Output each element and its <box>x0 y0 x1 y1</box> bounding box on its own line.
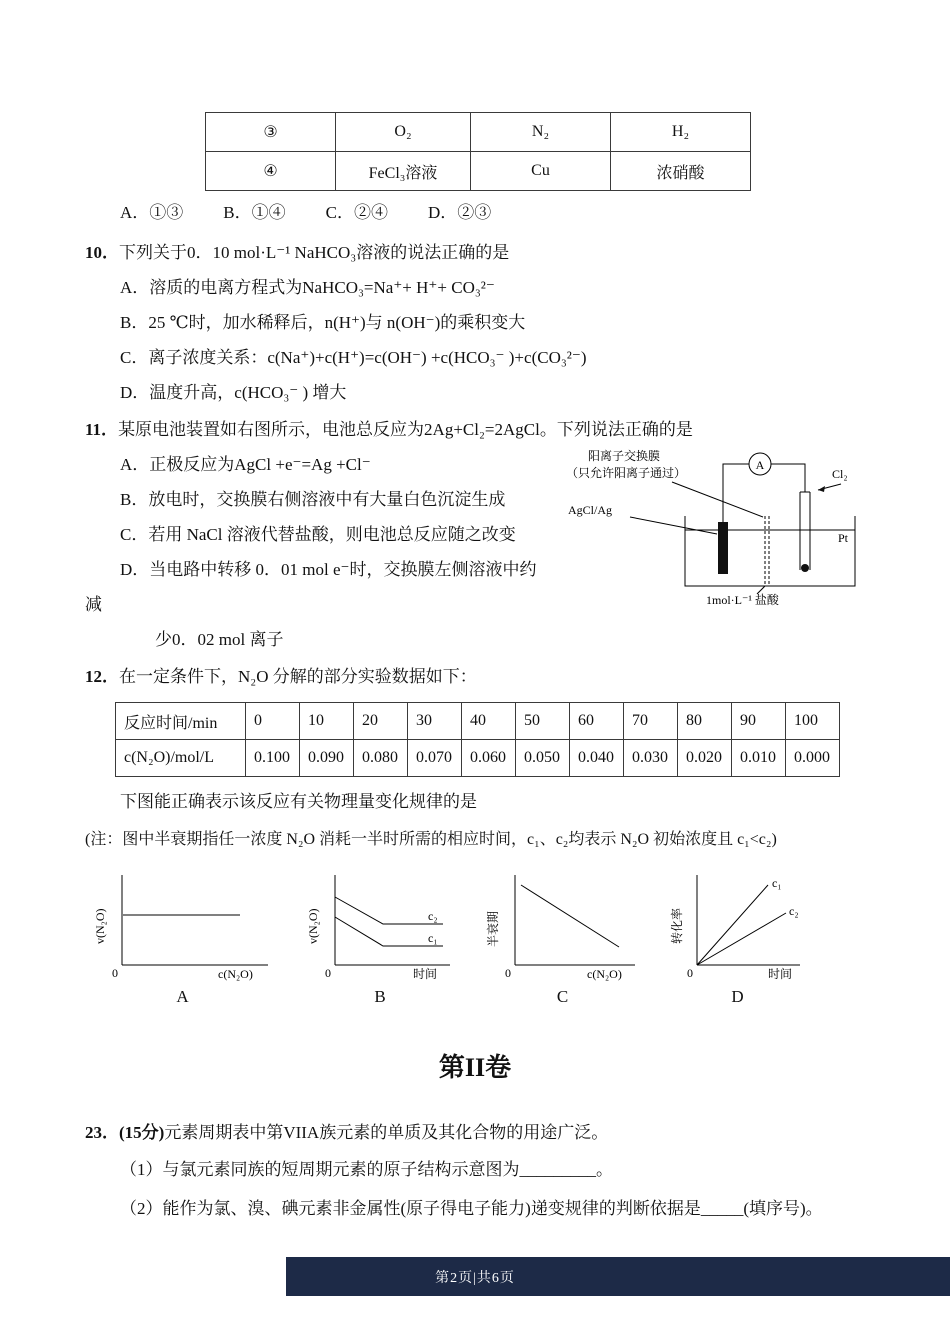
q10-option-d: D．温度升高，c(HCO₃⁻ ) 增大 <box>120 383 347 402</box>
table-cell: 50 <box>516 703 570 740</box>
question-10 <box>85 235 865 410</box>
table-cell: 0.090 <box>300 740 354 777</box>
table-row <box>116 703 840 740</box>
q9-option-d: D．②③ <box>427 203 492 222</box>
question-number: 10． <box>85 243 119 262</box>
q9-option-b: B．①④ <box>223 203 286 222</box>
chart-option-d <box>670 869 805 1009</box>
x-axis-label: 时间 <box>768 967 793 981</box>
table-cell: 10 <box>300 703 354 740</box>
q10-option-c: C．离子浓度关系：c(Na⁺)+c(H⁺)=c(OH⁻) +c(HCO₃⁻ )+c(CO₃²⁻) <box>120 348 587 367</box>
table-row <box>206 152 751 191</box>
chart-a-letter: A <box>176 987 189 1006</box>
q12-note: (注：图中半衰期指任一浓度 N₂O 消耗一半时所需的相应时间，c₁、c₂均表示 N₂O 初始浓度且 c₁<c₂) <box>85 831 777 848</box>
table-cell: c(N₂O)/mol/L <box>116 740 246 777</box>
q11-option-d-continuation-2: 少0．02 mol 离子 <box>155 630 284 649</box>
circuit-wires <box>723 464 805 522</box>
y-axis-label: 转化率 <box>670 907 684 944</box>
table-cell: 80 <box>678 703 732 740</box>
q23-subquestion-2: （2）能作为氯、溴、碘元素非金属性(原子得电子能力)递变规律的判断依据是_____(填序号)。 <box>120 1199 823 1218</box>
origin-label: 0 <box>505 966 511 980</box>
question-number: 12． <box>85 667 119 686</box>
question-text: 某原电池装置如右图所示，电池总反应为2Ag+Cl₂=2AgCl。下列说法正确的是 <box>118 420 693 439</box>
question-23 <box>85 1115 865 1228</box>
q12-option-charts <box>90 869 865 1009</box>
table-cell: 0.000 <box>786 740 840 777</box>
question-23-stem <box>85 1115 865 1150</box>
table-cell: 100 <box>786 703 840 740</box>
membrane-label-line1: 阳离子交换膜 <box>588 449 661 463</box>
curve-label-c1: c₁ <box>772 876 782 890</box>
table-cell: 60 <box>570 703 624 740</box>
question-11-stem <box>85 412 865 447</box>
q11-option-b: B．放电时，交换膜右侧溶液中有大量白色沉淀生成 <box>120 490 506 509</box>
table-cell: 0.060 <box>462 740 516 777</box>
battery-cell-diagram <box>560 444 865 606</box>
table-cell: 0.070 <box>408 740 462 777</box>
table-cell: 0.020 <box>678 740 732 777</box>
chart-b-letter: B <box>374 987 386 1006</box>
chart-d-plot <box>670 869 805 981</box>
svg-text:1mol·L⁻¹ 盐酸: 1mol·L⁻¹ 盐酸 <box>706 593 779 606</box>
q23-subquestion-1: （1）与氯元素同族的短周期元素的原子结构示意图为_________。 <box>120 1160 613 1179</box>
agcl-ag-label <box>568 503 717 534</box>
table-cell: 反应时间/min <box>116 703 246 740</box>
table-row <box>116 740 840 777</box>
table-cell: 0.030 <box>624 740 678 777</box>
chart-c-letter: C <box>556 987 569 1006</box>
ion-exchange-membrane <box>765 516 769 586</box>
ammeter-letter: A <box>755 458 765 472</box>
question-score: (15分) <box>119 1123 165 1142</box>
part2-title: 第II卷 <box>438 1053 512 1082</box>
curve-label-c2: c₂ <box>428 909 438 923</box>
chart-option-b <box>305 869 455 1009</box>
y-axis-label: v(N₂O) <box>306 908 320 944</box>
chart-option-c <box>485 869 640 1009</box>
y-axis-label: 半衰期 <box>486 910 500 947</box>
y-axis-label: v(N₂O) <box>93 908 107 944</box>
q9-options-row <box>120 201 865 225</box>
question-text: 下列关于0．10 mol·L⁻¹ NaHCO₃溶液的说法正确的是 <box>119 243 510 262</box>
chart-option-a <box>90 869 275 1009</box>
hcl-solution-label <box>706 586 780 606</box>
table-cell: Cu <box>471 152 611 191</box>
table-cell: H₂ <box>611 113 751 152</box>
question-12 <box>85 659 865 1009</box>
cl2-inlet <box>818 467 848 492</box>
table-cell: 0 <box>246 703 300 740</box>
origin-label: 0 <box>325 966 331 980</box>
question-number: 23． <box>85 1123 119 1142</box>
x-axis-label: c(N₂O) <box>218 967 253 981</box>
table-cell: 0.010 <box>732 740 786 777</box>
origin-label: 0 <box>687 966 693 980</box>
question-text: 元素周期表中第VIIA族元素的单质及其化合物的用途广泛。 <box>164 1123 609 1142</box>
q9-option-c: C．②④ <box>325 203 388 222</box>
continued-answer-table <box>205 112 751 191</box>
q10-option-b: B．25 ℃时，加水稀释后，n(H⁺)与 n(OH⁻)的乘积变大 <box>120 313 526 332</box>
curve-label-c2: c₂ <box>789 904 799 918</box>
q10-option-a: A．溶质的电离方程式为NaHCO₃=Na⁺+ H⁺+ CO₃²⁻ <box>120 278 495 297</box>
right-electrode-pt <box>800 492 810 572</box>
table-cell: 90 <box>732 703 786 740</box>
q9-option-a: A．①③ <box>120 203 184 222</box>
ammeter <box>749 453 771 475</box>
question-10-stem <box>85 235 865 270</box>
table-cell: N₂ <box>471 113 611 152</box>
page-footer-bar <box>286 1257 950 1296</box>
question-11 <box>85 412 865 657</box>
table-cell: ④ <box>206 152 336 191</box>
q11-option-d-continuation-1: 减 <box>85 595 102 614</box>
table-cell: 浓硝酸 <box>611 152 751 191</box>
x-axis-label: c(N₂O) <box>587 967 622 981</box>
svg-text:AgCl/Ag: AgCl/Ag <box>568 503 613 517</box>
curve-label-c1: c₁ <box>428 931 438 945</box>
table-cell: 0.050 <box>516 740 570 777</box>
x-axis-label: 时间 <box>413 967 438 981</box>
question-text: 在一定条件下，N₂O 分解的部分实验数据如下： <box>119 667 477 686</box>
table-cell: 20 <box>354 703 408 740</box>
experiment-data-table <box>115 702 840 777</box>
table-cell: 70 <box>624 703 678 740</box>
left-electrode-agcl <box>718 522 728 574</box>
pt-label: Pt <box>838 531 849 545</box>
origin-label: 0 <box>112 966 118 980</box>
table-cell: 40 <box>462 703 516 740</box>
q11-option-d: D．当电路中转移 0．01 mol e⁻时，交换膜左侧溶液中约 <box>120 560 537 579</box>
table-cell: ③ <box>206 113 336 152</box>
membrane-label-line2: （只允许阳离子通过） <box>566 466 687 480</box>
question-12-stem <box>85 659 865 694</box>
cl2-label: Cl₂ <box>832 467 848 481</box>
page-number: 第2页|共6页 <box>435 1270 515 1286</box>
q12-prompt: 下图能正确表示该反应有关物理量变化规律的是 <box>120 792 477 811</box>
table-cell: O₂ <box>336 113 471 152</box>
chart-c-plot <box>485 869 640 981</box>
chart-d-letter: D <box>731 987 744 1006</box>
table-cell: 30 <box>408 703 462 740</box>
q11-option-c: C．若用 NaCl 溶液代替盐酸，则电池总反应随之改变 <box>120 525 516 544</box>
table-cell: 0.100 <box>246 740 300 777</box>
q11-option-a: A．正极反应为AgCl +e⁻=Ag +Cl⁻ <box>120 455 371 474</box>
table-row <box>206 113 751 152</box>
chart-a-plot <box>90 869 275 981</box>
table-cell: FeCl₃溶液 <box>336 152 471 191</box>
chart-b-plot <box>305 869 455 981</box>
question-number: 11． <box>85 420 119 439</box>
table-cell: 0.080 <box>354 740 408 777</box>
table-cell: 0.040 <box>570 740 624 777</box>
beaker <box>685 516 855 586</box>
